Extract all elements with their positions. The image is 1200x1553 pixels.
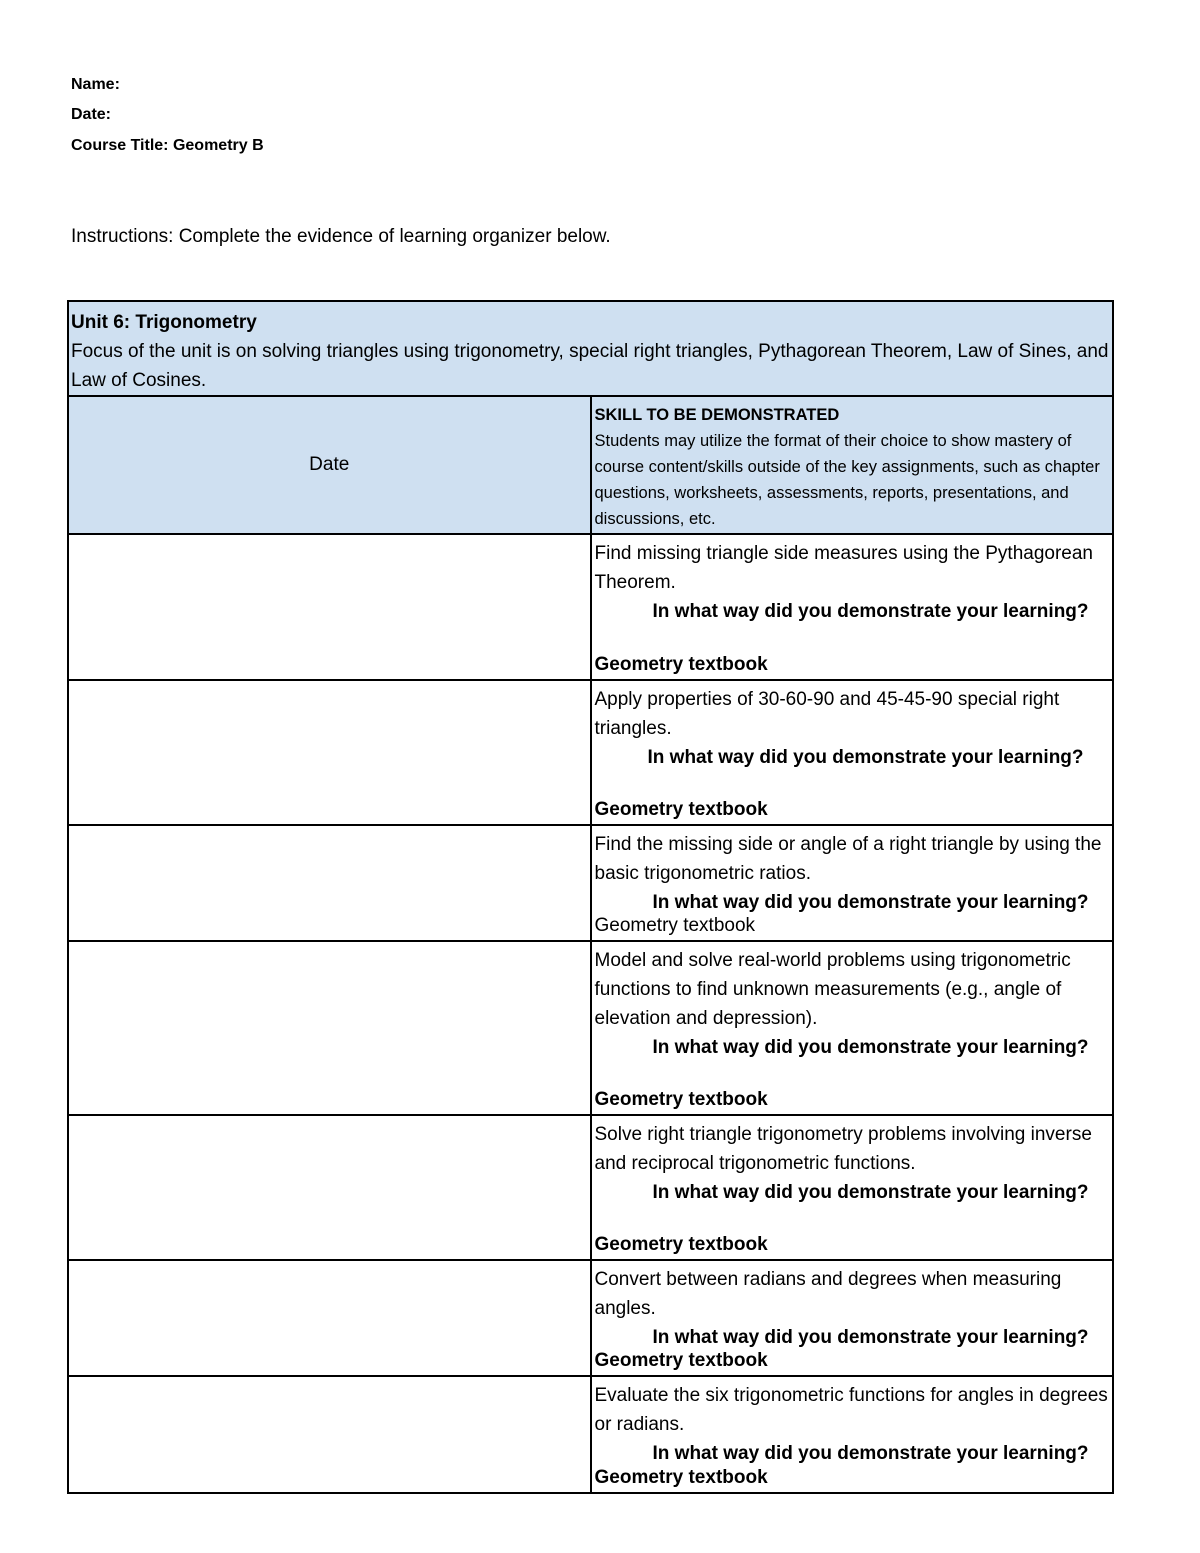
source-label: Geometry textbook [594,654,768,675]
date-entry-cell[interactable] [68,680,591,825]
table-row [68,825,1113,941]
date-entry-cell[interactable] [68,1115,591,1260]
date-label: Date: [71,106,112,123]
course-title: Course Title: Geometry B [71,137,264,154]
date-column-header: Date [68,396,591,534]
skill-cell[interactable] [591,534,1114,680]
reflection-question: In what way did you demonstrate your learning? [652,1182,1089,1203]
reflection-question: In what way did you demonstrate your learning? [652,892,1089,913]
skill-cell[interactable] [591,680,1114,825]
skill-text: Apply properties of 30-60-90 and 45-45-90 special right triangles. [594,689,1060,739]
source-label: Geometry textbook [594,1350,768,1371]
skill-text: Find missing triangle side measures using the Pythagorean Theorem. [594,543,1093,593]
date-entry-cell[interactable] [68,1376,591,1493]
skill-text: Solve right triangle trigonometry problems involving inverse and reciprocal trigonometric functions. [594,1124,1092,1174]
unit-title: Unit 6: Trigonometry [71,312,257,333]
date-entry-cell[interactable] [68,534,591,680]
date-entry-cell[interactable] [68,825,591,941]
reflection-question: In what way did you demonstrate your learning? [652,1443,1089,1464]
skill-text: Model and solve real-world problems using trigonometric functions to find unknown measurements (e.g., angle of elevation and depression). [594,950,1071,1029]
date-entry-cell[interactable] [68,1260,591,1376]
reflection-question: In what way did you demonstrate your learning? [652,601,1089,622]
skill-header-description: Students may utilize the format of their choice to show mastery of course content/skills outside of the key assignments, such as chapter questions, worksheets, assessments, reports, presentations, and discussions, etc. [594,432,1100,528]
column-header-row [68,396,1113,534]
table-row [68,534,1113,680]
skill-column-header [591,396,1114,534]
source-label: Geometry textbook [594,1467,768,1488]
table-row [68,1115,1113,1260]
table-row [68,1376,1113,1493]
source-label: Geometry textbook [594,1234,768,1255]
date-entry-cell[interactable] [68,941,591,1115]
skill-text: Convert between radians and degrees when measuring angles. [594,1269,1062,1319]
source-label: Geometry textbook [594,1089,768,1110]
skill-header-title: SKILL TO BE DEMONSTRATED [594,406,840,424]
skill-cell[interactable] [591,1376,1114,1493]
instructions: Instructions: Complete the evidence of learning organizer below. [71,226,611,247]
table-row [68,941,1113,1115]
skill-cell[interactable] [591,1260,1114,1376]
unit-focus: Focus of the unit is on solving triangles using trigonometry, special right triangles, Pythagorean Theorem, Law of Sines, and Law of Cosines. [71,341,1109,391]
skill-cell[interactable] [591,1115,1114,1260]
skill-text: Find the missing side or angle of a right triangle by using the basic trigonometric ratios. [594,834,1102,884]
reflection-question: In what way did you demonstrate your learning? [652,1037,1089,1058]
name-label: Name: [71,76,120,93]
evidence-organizer-table [67,300,1114,1494]
source-label: Geometry textbook [594,915,756,936]
skill-cell[interactable] [591,941,1114,1115]
skill-cell[interactable] [591,825,1114,941]
unit-header-row [68,301,1113,396]
table-row [68,680,1113,825]
table-row [68,1260,1113,1376]
reflection-question: In what way did you demonstrate your learning? [652,1327,1089,1348]
source-label: Geometry textbook [594,799,768,820]
reflection-question: In what way did you demonstrate your learning? [647,747,1084,768]
unit-header-cell [68,301,1113,396]
skill-text: Evaluate the six trigonometric functions for angles in degrees or radians. [594,1385,1108,1435]
